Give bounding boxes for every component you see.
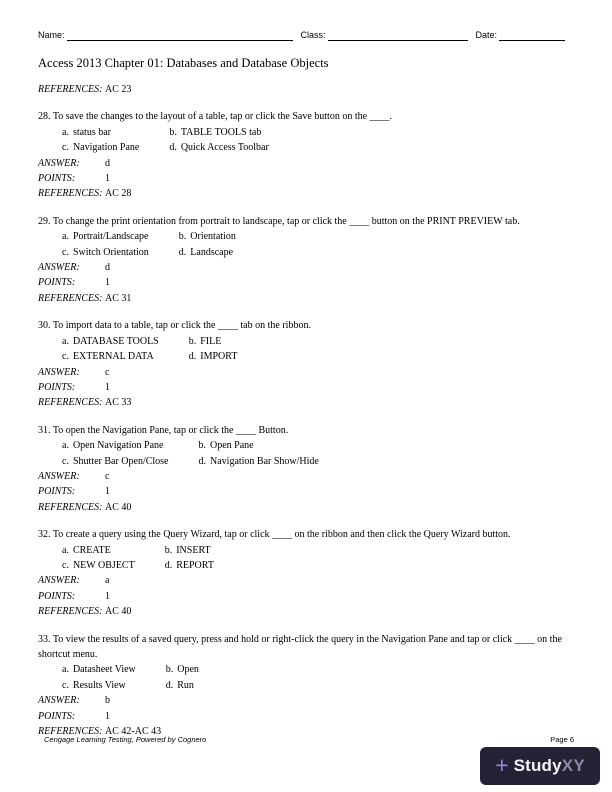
points-value: 1: [105, 710, 110, 722]
option-letter: a.: [62, 664, 69, 676]
answer-option: [189, 334, 268, 349]
option-letter: d.: [164, 559, 173, 571]
option-letter: d.: [165, 679, 174, 691]
option-text: Orientation: [190, 231, 236, 243]
option-letter: b.: [188, 335, 197, 347]
points-line: [38, 709, 574, 724]
points-value: 1: [105, 486, 110, 498]
answer-option: [62, 558, 165, 573]
answer-option: [62, 454, 199, 469]
references-label: REFERENCES:: [38, 188, 103, 200]
class-label: Class:: [300, 30, 326, 40]
answer-line: [38, 156, 574, 171]
date-label: Date:: [475, 30, 498, 40]
plus-icon: +: [495, 751, 509, 778]
points-line: [38, 275, 574, 290]
option-text: Results View: [72, 679, 126, 691]
references-line: [38, 186, 574, 201]
option-letter: a.: [62, 126, 69, 138]
answer-option: [165, 543, 244, 558]
option-text: Navigation Bar Show/Hide: [210, 455, 319, 467]
studyxy-logo: [480, 747, 600, 785]
logo-text-study: Study: [513, 756, 562, 775]
option-text: TABLE TOOLS tab: [180, 126, 262, 138]
answer-option: [62, 245, 179, 260]
answer-option: [62, 543, 165, 558]
option-text: Open Navigation Pane: [72, 440, 164, 452]
references-value: AC 40: [105, 501, 132, 513]
options-row: [62, 678, 229, 693]
answer-line: [38, 365, 574, 380]
options-table: [62, 438, 349, 469]
options-table: [62, 662, 229, 693]
answer-option: [179, 245, 266, 260]
answer-value: d: [105, 157, 110, 169]
references-line: [38, 604, 574, 619]
question-number: 31.: [38, 424, 51, 436]
options-table: [62, 334, 267, 365]
answer-option: [166, 662, 229, 677]
question-text: To create a query using the Query Wizard, tap or click ____ on the ribbon and then click the Query Wizard button.: [52, 529, 511, 541]
references-label: REFERENCES:: [38, 726, 103, 738]
points-line: [38, 380, 574, 395]
option-letter: b.: [169, 126, 177, 138]
page-footer: [44, 735, 574, 744]
answer-option: [62, 349, 189, 364]
question-block: [38, 527, 574, 619]
answer-option: [62, 438, 199, 453]
points-value: 1: [105, 381, 110, 393]
points-value: 1: [105, 277, 110, 289]
answer-label: ANSWER:: [38, 470, 80, 482]
option-text: NEW OBJECT: [72, 559, 135, 571]
answer-label: ANSWER:: [38, 157, 80, 169]
references-value: AC 28: [105, 188, 132, 200]
references-value: AC 33: [105, 397, 132, 409]
page-content: [38, 30, 574, 739]
options-row: [62, 558, 244, 573]
option-text: INSERT: [176, 544, 211, 556]
question-text: To open the Navigation Pane, tap or click the ____ Button.: [52, 424, 289, 436]
option-text: EXTERNAL DATA: [72, 351, 154, 363]
points-line: [38, 171, 574, 186]
option-text: CREATE: [72, 544, 111, 556]
question-block: [38, 214, 574, 306]
options-table: [62, 229, 266, 260]
answer-line: [38, 260, 574, 275]
references-line: [38, 291, 574, 306]
options-row: [62, 454, 349, 469]
points-label: POINTS:: [38, 173, 76, 185]
answer-option: [169, 125, 298, 140]
references-value: AC 40: [105, 606, 132, 618]
answer-option: [62, 334, 189, 349]
references-label: REFERENCES:: [38, 84, 103, 95]
option-letter: a.: [62, 544, 69, 556]
question-block: [38, 109, 574, 201]
question-number: 30.: [38, 320, 51, 332]
references-value: AC 23: [105, 84, 132, 95]
option-letter: a.: [62, 440, 69, 452]
options-table: [62, 125, 299, 156]
question-text: To save the changes to the layout of a table, tap or click the Save button on the ____.: [52, 111, 393, 123]
question-text-line: [38, 318, 574, 333]
references-label: REFERENCES:: [38, 397, 103, 409]
question-number: 29.: [38, 215, 51, 227]
question-text-line: [38, 423, 574, 438]
question-text-line: [38, 214, 574, 229]
options-row: [62, 125, 299, 140]
option-letter: b.: [198, 440, 206, 452]
option-letter: c.: [62, 559, 69, 571]
references-label: REFERENCES:: [38, 501, 103, 513]
option-text: DATABASE TOOLS: [72, 335, 159, 347]
options-row: [62, 349, 267, 364]
references-line: [38, 82, 574, 97]
question-text-line: [38, 109, 574, 124]
question-number: 33.: [38, 633, 51, 645]
answer-option: [199, 438, 349, 453]
class-blank-line: [328, 30, 468, 41]
question-text: To import data to a table, tap or click the ____ tab on the ribbon.: [52, 320, 311, 332]
answer-line: [38, 693, 574, 708]
answer-option: [166, 678, 229, 693]
options-row: [62, 543, 244, 558]
option-letter: d.: [188, 351, 197, 363]
page-header: [38, 30, 574, 41]
options-row: [62, 229, 266, 244]
options-row: [62, 245, 266, 260]
options-row: [62, 662, 229, 677]
option-letter: d.: [198, 455, 206, 467]
option-letter: c.: [62, 679, 69, 691]
answer-option: [165, 558, 244, 573]
answer-line: [38, 469, 574, 484]
answer-option: [189, 349, 268, 364]
points-label: POINTS:: [38, 590, 76, 602]
points-line: [38, 589, 574, 604]
option-text: Datasheet View: [72, 664, 136, 676]
options-row: [62, 438, 349, 453]
answer-value: c: [105, 366, 110, 378]
option-text: Navigation Pane: [72, 142, 140, 154]
points-value: 1: [105, 590, 110, 602]
points-line: [38, 484, 574, 499]
option-letter: a.: [62, 335, 69, 347]
question-block: [38, 318, 574, 410]
answer-value: c: [105, 470, 110, 482]
option-text: Shutter Bar Open/Close: [72, 455, 169, 467]
points-label: POINTS:: [38, 710, 76, 722]
option-letter: c.: [62, 142, 69, 154]
option-text: Portrait/Landscape: [72, 231, 149, 243]
page-number: Page 6: [550, 735, 574, 744]
option-text: Open: [177, 664, 199, 676]
option-text: status bar: [72, 126, 111, 138]
question-block: [38, 423, 574, 515]
option-text: Switch Orientation: [72, 246, 149, 258]
date-blank-line: [499, 30, 565, 41]
answer-option: [169, 140, 298, 155]
option-letter: c.: [62, 246, 69, 258]
question-text-line: [38, 632, 574, 663]
answer-option: [62, 140, 169, 155]
name-blank-line: [67, 30, 293, 41]
option-text: Quick Access Toolbar: [180, 142, 269, 154]
option-letter: d.: [169, 142, 177, 154]
question-number: 28.: [38, 111, 51, 123]
options-table: [62, 543, 244, 574]
footer-attribution: Cengage Learning Testing, Powered by Cognero: [44, 735, 207, 744]
question-text-line: [38, 527, 574, 542]
answer-value: b: [105, 695, 110, 707]
question-text: To view the results of a saved query, press and hold or right-click the query in the Navigation Pane and tap or click ____ on the shortcut menu.: [38, 633, 562, 660]
references-line: [38, 395, 574, 410]
answer-option: [62, 229, 179, 244]
option-letter: c.: [62, 455, 69, 467]
option-text: Run: [177, 679, 194, 691]
answer-label: ANSWER:: [38, 575, 80, 587]
answer-option: [62, 125, 169, 140]
points-label: POINTS:: [38, 381, 76, 393]
option-letter: d.: [178, 246, 187, 258]
question-number: 32.: [38, 529, 51, 541]
answer-value: d: [105, 262, 110, 274]
references-label: REFERENCES:: [38, 606, 103, 618]
answer-option: [199, 454, 349, 469]
answer-line: [38, 573, 574, 588]
option-text: FILE: [200, 335, 222, 347]
question-block: [38, 632, 574, 740]
option-letter: b.: [178, 231, 187, 243]
page-title: Access 2013 Chapter 01: Databases and Database Objects: [38, 56, 329, 70]
answer-value: a: [105, 575, 110, 587]
question-text: To change the print orientation from portrait to landscape, tap or click the ____ button on the PRINT PREVIEW tab.: [52, 215, 520, 227]
option-text: REPORT: [176, 559, 214, 571]
references-line: [38, 500, 574, 515]
references-value: AC 31: [105, 292, 132, 304]
answer-label: ANSWER:: [38, 695, 80, 707]
options-row: [62, 140, 299, 155]
answer-option: [179, 229, 266, 244]
answer-option: [62, 662, 166, 677]
option-letter: c.: [62, 351, 69, 363]
options-row: [62, 334, 267, 349]
option-text: IMPORT: [200, 351, 238, 363]
option-letter: b.: [164, 544, 173, 556]
option-text: Open Pane: [210, 440, 254, 452]
points-label: POINTS:: [38, 486, 76, 498]
logo-text-xy: XY: [561, 756, 585, 775]
answer-label: ANSWER:: [38, 366, 80, 378]
points-value: 1: [105, 173, 110, 185]
references-label: REFERENCES:: [38, 292, 103, 304]
points-label: POINTS:: [38, 277, 76, 289]
references-value: AC 42-AC 43: [105, 726, 162, 738]
option-letter: a.: [62, 231, 69, 243]
option-letter: b.: [165, 664, 174, 676]
option-text: Landscape: [190, 246, 234, 258]
answer-option: [62, 678, 166, 693]
name-label: Name:: [38, 30, 65, 40]
answer-label: ANSWER:: [38, 262, 80, 274]
